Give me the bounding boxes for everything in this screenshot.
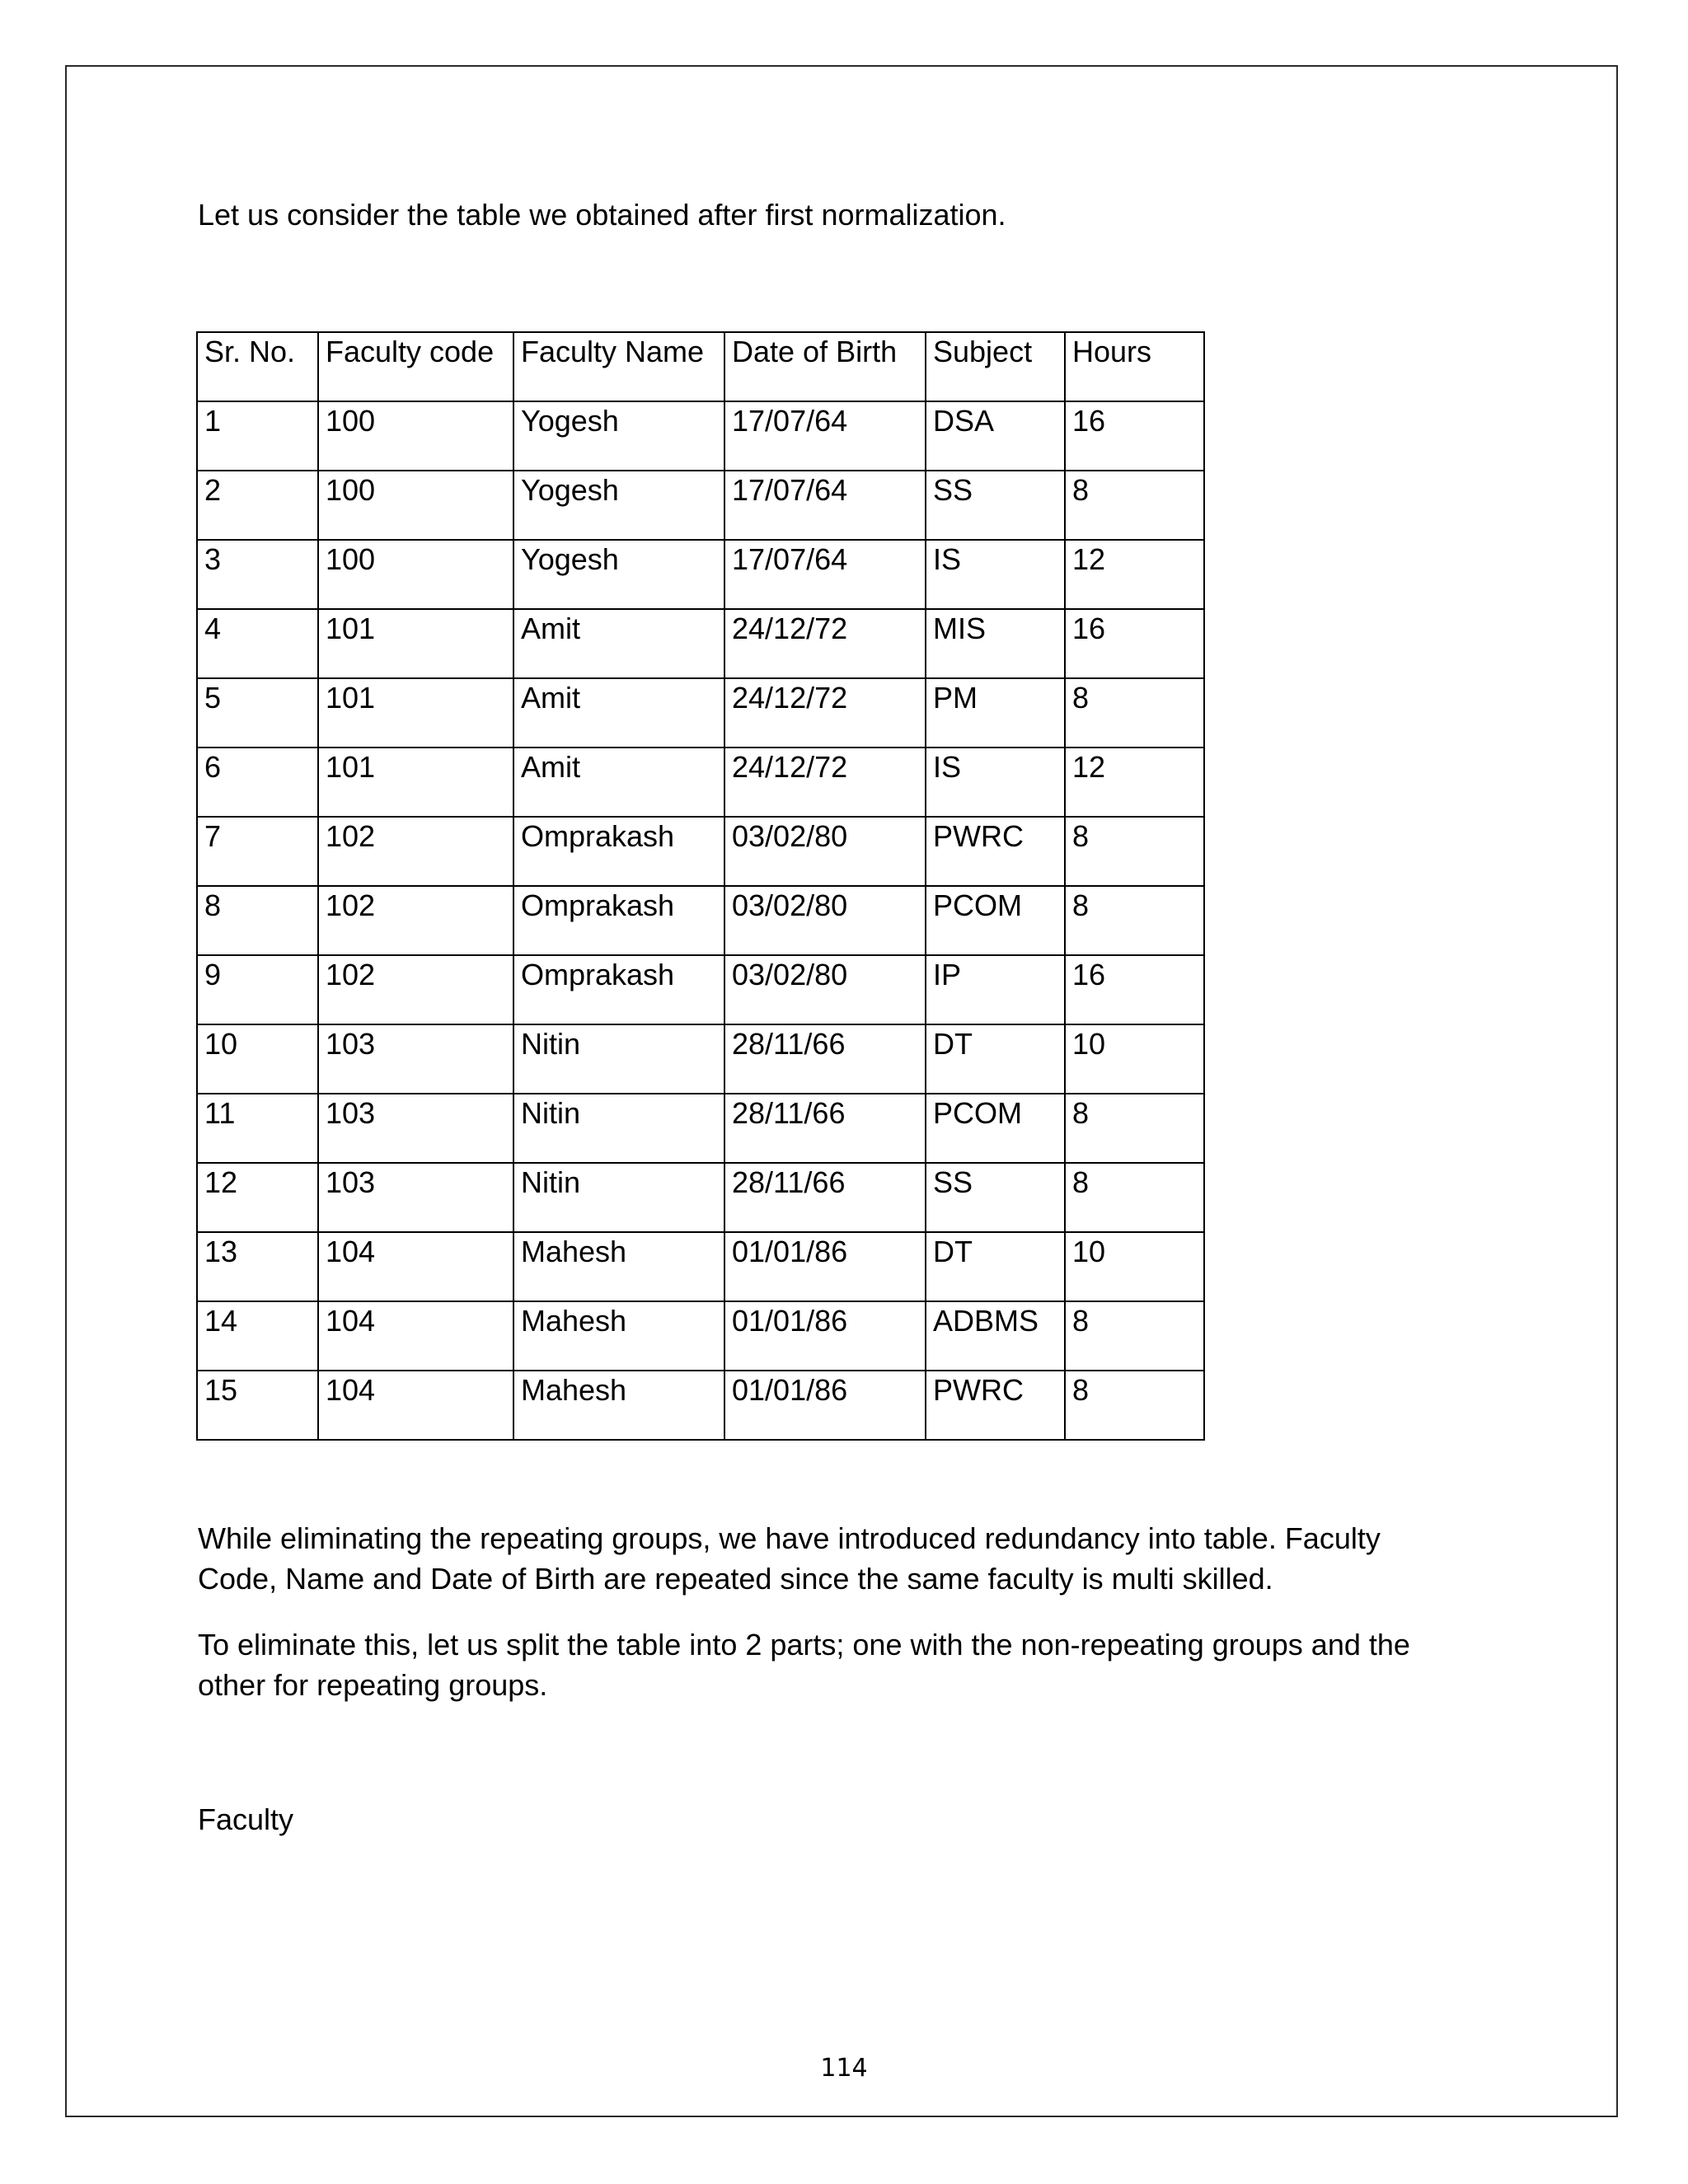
cell-hours: 8 <box>1065 678 1204 748</box>
cell-hours: 8 <box>1065 1371 1204 1440</box>
cell-date-of-birth: 17/07/64 <box>724 471 926 540</box>
cell-faculty-code: 100 <box>318 471 513 540</box>
cell-faculty-name: Yogesh <box>513 540 724 609</box>
cell-faculty-name: Mahesh <box>513 1371 724 1440</box>
page-number: 114 <box>820 2054 868 2083</box>
cell-subject: IS <box>926 748 1065 817</box>
table-row <box>197 1024 1204 1094</box>
cell-hours: 8 <box>1065 1301 1204 1371</box>
cell-sr-no: 13 <box>197 1232 318 1301</box>
cell-date-of-birth: 17/07/64 <box>724 401 926 471</box>
cell-hours: 16 <box>1065 609 1204 678</box>
cell-faculty-code: 100 <box>318 401 513 471</box>
table-row <box>197 817 1204 886</box>
table-row <box>197 886 1204 955</box>
cell-subject: PM <box>926 678 1065 748</box>
cell-faculty-name: Amit <box>513 678 724 748</box>
cell-faculty-code: 104 <box>318 1301 513 1371</box>
cell-faculty-name: Mahesh <box>513 1301 724 1371</box>
cell-faculty-name: Omprakash <box>513 817 724 886</box>
cell-date-of-birth: 03/02/80 <box>724 886 926 955</box>
cell-faculty-code: 101 <box>318 678 513 748</box>
cell-faculty-code: 101 <box>318 609 513 678</box>
cell-subject: PCOM <box>926 886 1065 955</box>
cell-subject: MIS <box>926 609 1065 678</box>
cell-hours: 8 <box>1065 1163 1204 1232</box>
cell-subject: PCOM <box>926 1094 1065 1163</box>
cell-hours: 12 <box>1065 748 1204 817</box>
header-date-of-birth: Date of Birth <box>724 332 926 401</box>
table-row <box>197 748 1204 817</box>
cell-date-of-birth: 24/12/72 <box>724 678 926 748</box>
cell-hours: 8 <box>1065 817 1204 886</box>
cell-subject: IP <box>926 955 1065 1024</box>
cell-faculty-name: Omprakash <box>513 886 724 955</box>
cell-faculty-code: 103 <box>318 1163 513 1232</box>
faculty-subject-table <box>196 331 1205 1441</box>
cell-hours: 12 <box>1065 540 1204 609</box>
table-header-row <box>197 332 1204 401</box>
cell-subject: PWRC <box>926 1371 1065 1440</box>
cell-subject: DT <box>926 1232 1065 1301</box>
table-row <box>197 1371 1204 1440</box>
split-paragraph-line-2: other for repeating groups. <box>198 1668 548 1702</box>
cell-date-of-birth: 01/01/86 <box>724 1232 926 1301</box>
cell-hours: 8 <box>1065 471 1204 540</box>
cell-faculty-name: Nitin <box>513 1024 724 1094</box>
cell-sr-no: 6 <box>197 748 318 817</box>
cell-date-of-birth: 03/02/80 <box>724 817 926 886</box>
cell-faculty-name: Nitin <box>513 1163 724 1232</box>
table-row <box>197 1094 1204 1163</box>
redundancy-paragraph <box>198 1518 1381 1599</box>
cell-faculty-name: Amit <box>513 748 724 817</box>
cell-date-of-birth: 24/12/72 <box>724 609 926 678</box>
cell-faculty-code: 103 <box>318 1024 513 1094</box>
cell-sr-no: 7 <box>197 817 318 886</box>
cell-sr-no: 4 <box>197 609 318 678</box>
cell-faculty-code: 102 <box>318 817 513 886</box>
split-paragraph <box>198 1624 1410 1705</box>
redundancy-paragraph-line-2: Code, Name and Date of Birth are repeated since the same faculty is multi skilled. <box>198 1562 1273 1596</box>
cell-faculty-code: 100 <box>318 540 513 609</box>
cell-sr-no: 5 <box>197 678 318 748</box>
cell-sr-no: 1 <box>197 401 318 471</box>
cell-subject: IS <box>926 540 1065 609</box>
cell-subject: SS <box>926 1163 1065 1232</box>
cell-sr-no: 12 <box>197 1163 318 1232</box>
cell-sr-no: 11 <box>197 1094 318 1163</box>
header-hours: Hours <box>1065 332 1204 401</box>
cell-date-of-birth: 17/07/64 <box>724 540 926 609</box>
cell-hours: 10 <box>1065 1024 1204 1094</box>
cell-date-of-birth: 01/01/86 <box>724 1371 926 1440</box>
cell-subject: ADBMS <box>926 1301 1065 1371</box>
header-faculty-name: Faculty Name <box>513 332 724 401</box>
cell-sr-no: 8 <box>197 886 318 955</box>
table-row <box>197 1232 1204 1301</box>
cell-hours: 16 <box>1065 955 1204 1024</box>
redundancy-paragraph-line-1: While eliminating the repeating groups, we have introduced redundancy into table. Faculty <box>198 1521 1381 1555</box>
cell-faculty-code: 104 <box>318 1232 513 1301</box>
table-row <box>197 471 1204 540</box>
cell-sr-no: 10 <box>197 1024 318 1094</box>
cell-faculty-name: Omprakash <box>513 955 724 1024</box>
split-paragraph-line-1: To eliminate this, let us split the table into 2 parts; one with the non-repeating groups and the <box>198 1628 1410 1661</box>
cell-hours: 16 <box>1065 401 1204 471</box>
cell-sr-no: 9 <box>197 955 318 1024</box>
cell-date-of-birth: 03/02/80 <box>724 955 926 1024</box>
cell-date-of-birth: 28/11/66 <box>724 1163 926 1232</box>
cell-faculty-code: 102 <box>318 886 513 955</box>
table-row <box>197 540 1204 609</box>
cell-hours: 8 <box>1065 886 1204 955</box>
table-body <box>197 401 1204 1440</box>
table-row <box>197 401 1204 471</box>
cell-faculty-name: Amit <box>513 609 724 678</box>
cell-date-of-birth: 28/11/66 <box>724 1024 926 1094</box>
cell-subject: PWRC <box>926 817 1065 886</box>
cell-sr-no: 15 <box>197 1371 318 1440</box>
table-row <box>197 678 1204 748</box>
table-row <box>197 955 1204 1024</box>
cell-sr-no: 3 <box>197 540 318 609</box>
cell-faculty-code: 104 <box>318 1371 513 1440</box>
header-subject: Subject <box>926 332 1065 401</box>
cell-subject: DSA <box>926 401 1065 471</box>
cell-faculty-code: 103 <box>318 1094 513 1163</box>
cell-sr-no: 2 <box>197 471 318 540</box>
table-row <box>197 609 1204 678</box>
cell-faculty-name: Yogesh <box>513 401 724 471</box>
cell-hours: 10 <box>1065 1232 1204 1301</box>
cell-faculty-name: Mahesh <box>513 1232 724 1301</box>
cell-subject: DT <box>926 1024 1065 1094</box>
cell-date-of-birth: 01/01/86 <box>724 1301 926 1371</box>
cell-sr-no: 14 <box>197 1301 318 1371</box>
cell-faculty-name: Nitin <box>513 1094 724 1163</box>
cell-faculty-name: Yogesh <box>513 471 724 540</box>
cell-faculty-code: 101 <box>318 748 513 817</box>
faculty-label: Faculty <box>198 1802 294 1836</box>
table-row <box>197 1163 1204 1232</box>
table-row <box>197 1301 1204 1371</box>
cell-date-of-birth: 28/11/66 <box>724 1094 926 1163</box>
header-faculty-code: Faculty code <box>318 332 513 401</box>
header-sr-no: Sr. No. <box>197 332 318 401</box>
cell-date-of-birth: 24/12/72 <box>724 748 926 817</box>
cell-faculty-code: 102 <box>318 955 513 1024</box>
cell-hours: 8 <box>1065 1094 1204 1163</box>
intro-text: Let us consider the table we obtained after first normalization. <box>198 198 1006 232</box>
cell-subject: SS <box>926 471 1065 540</box>
